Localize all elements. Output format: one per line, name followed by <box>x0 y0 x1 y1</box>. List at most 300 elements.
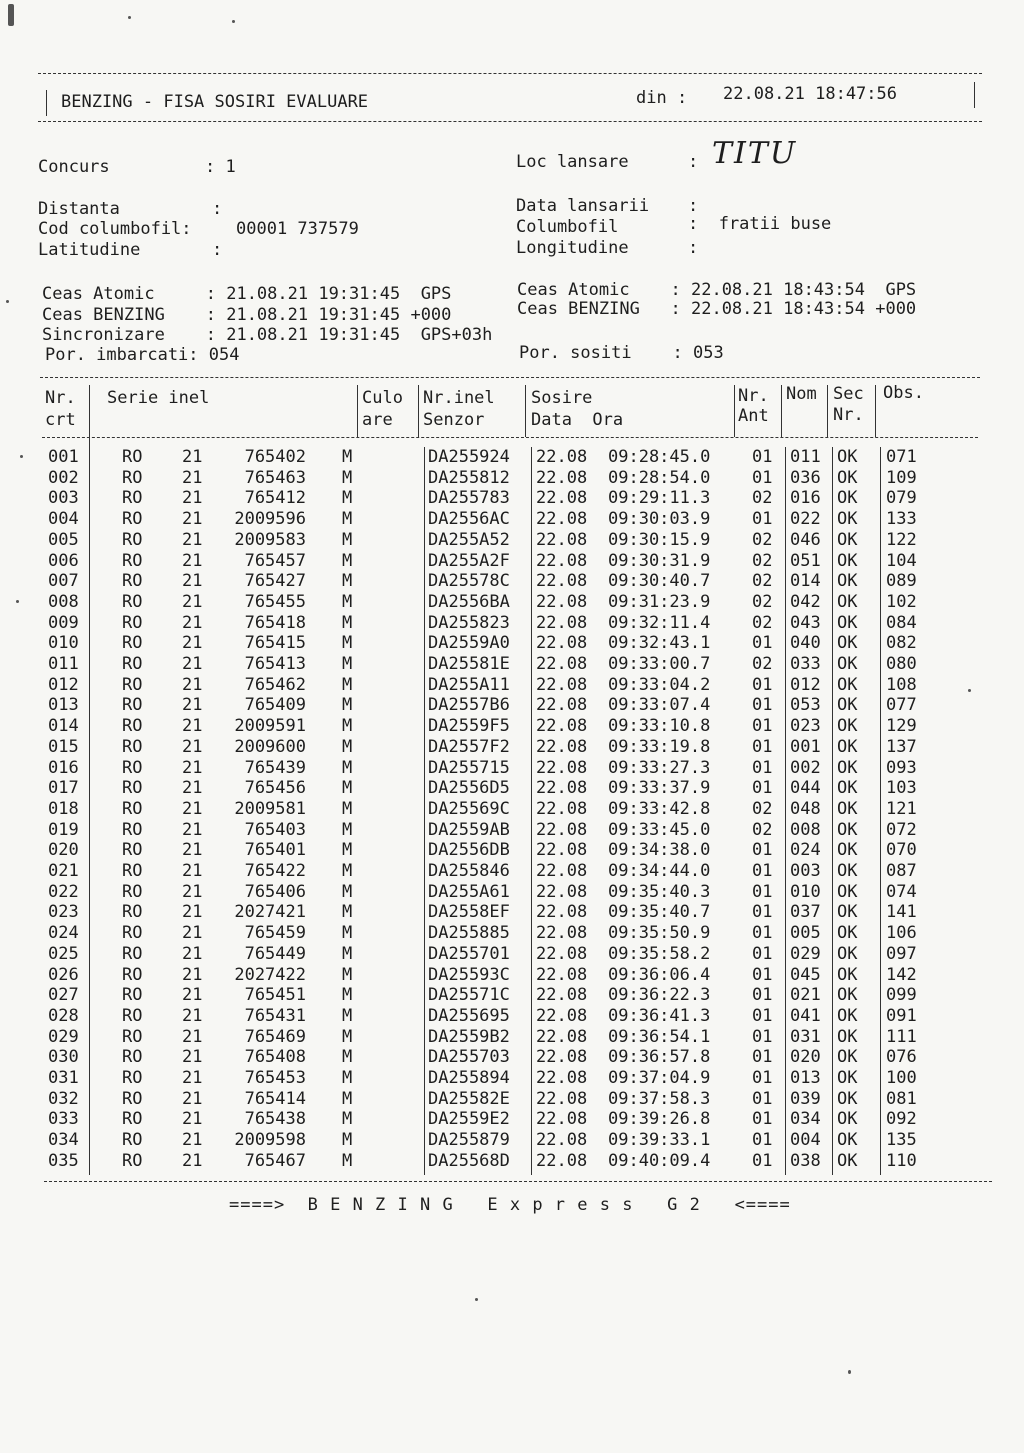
cell-ring-number: 765415 <box>244 633 306 654</box>
cell-obs: 077 <box>886 695 917 716</box>
cell-sec: OK <box>837 798 858 819</box>
cell-nr-crt: 021 <box>48 861 79 881</box>
cell-ring-number: 765449 <box>244 943 306 964</box>
cell-date: 22.08 <box>536 943 588 964</box>
cell-color: M <box>342 1068 353 1088</box>
cell-time: 09:35:40.7 <box>608 902 711 923</box>
header-right-border <box>974 82 975 108</box>
cell-nom: 003 <box>790 861 821 881</box>
col-sep-3 <box>418 385 419 437</box>
table-header-rule <box>42 437 978 438</box>
cell-sec: OK <box>837 447 858 467</box>
cell-time: 09:36:41.3 <box>608 1005 711 1026</box>
cell-color: M <box>342 1150 353 1171</box>
col-header-sec-2: Nr. <box>833 405 864 425</box>
loc-lansare-sep: : <box>688 152 699 172</box>
cell-nr-crt: 016 <box>48 757 79 778</box>
cell-sec: OK <box>837 509 858 530</box>
cell-ring-number: 765456 <box>244 778 306 799</box>
cell-color: M <box>342 529 353 550</box>
distanta-label: Distanta <box>38 199 120 219</box>
cell-nr-crt: 010 <box>48 633 79 654</box>
cell-ring-number: 765469 <box>244 1026 306 1047</box>
cell-year: 21 <box>182 985 203 1006</box>
footer-brand: ====> B E N Z I N G E x p r e s s G 2 <==== <box>229 1195 791 1215</box>
col-header-serie-inel: Serie inel <box>107 388 210 408</box>
cell-ring-number: 765406 <box>244 881 306 902</box>
cell-sec: OK <box>837 571 858 592</box>
col-sep-1 <box>89 385 90 1175</box>
cell-obs: 102 <box>886 591 917 612</box>
cell-date: 22.08 <box>536 509 588 530</box>
cell-nr-ant: 01 <box>752 1005 773 1026</box>
cell-ring-number: 2009583 <box>234 529 306 550</box>
cell-obs: 100 <box>886 1068 917 1088</box>
latitudine-label: Latitudine <box>38 240 141 260</box>
cell-nr-crt: 026 <box>48 964 79 985</box>
cell-sec: OK <box>837 985 858 1006</box>
cell-ring-number: 765459 <box>244 923 306 944</box>
cell-year: 21 <box>182 881 203 902</box>
cell-country: RO <box>122 571 143 592</box>
cell-nr-ant: 02 <box>752 819 773 840</box>
cell-sensor-ring: DA2559E2 <box>428 1109 510 1130</box>
cell-sec: OK <box>837 488 858 509</box>
cell-color: M <box>342 902 353 923</box>
cell-nom: 011 <box>790 447 821 467</box>
cell-obs: 080 <box>886 654 917 674</box>
cell-year: 21 <box>182 902 203 923</box>
cell-sensor-ring: DA2556BA <box>428 591 510 612</box>
cell-color: M <box>342 488 353 509</box>
cell-obs: 109 <box>886 467 917 488</box>
cell-country: RO <box>122 840 143 861</box>
cell-country: RO <box>122 467 143 488</box>
cell-sec: OK <box>837 716 858 737</box>
cell-nr-crt: 029 <box>48 1026 79 1047</box>
porumbei-imbarcati: Por. imbarcati: 054 <box>45 345 240 365</box>
cell-obs: 099 <box>886 985 917 1006</box>
cell-time: 09:39:33.1 <box>608 1130 711 1151</box>
scan-speck <box>16 600 19 603</box>
cell-nr-ant: 01 <box>752 943 773 964</box>
distanta-value: : <box>212 199 223 219</box>
cell-nr-ant: 01 <box>752 757 773 778</box>
cell-date: 22.08 <box>536 529 588 550</box>
cell-ring-number: 765412 <box>244 488 306 509</box>
cell-nom: 012 <box>790 674 821 695</box>
cell-year: 21 <box>182 798 203 819</box>
cell-nom: 038 <box>790 1150 821 1171</box>
cell-obs: 121 <box>886 798 917 819</box>
cell-obs: 072 <box>886 819 917 840</box>
cell-nom: 034 <box>790 1109 821 1130</box>
cell-nr-crt: 025 <box>48 943 79 964</box>
cell-date: 22.08 <box>536 1026 588 1047</box>
cell-year: 21 <box>182 612 203 633</box>
cell-year: 21 <box>182 674 203 695</box>
cell-time: 09:36:22.3 <box>608 985 711 1006</box>
cell-sec: OK <box>837 1088 858 1109</box>
cell-nr-ant: 01 <box>752 509 773 530</box>
cell-country: RO <box>122 550 143 571</box>
cell-time: 09:31:23.9 <box>608 591 711 612</box>
cell-country: RO <box>122 1047 143 1068</box>
cell-country: RO <box>122 819 143 840</box>
cell-nr-ant: 01 <box>752 1068 773 1088</box>
cell-ring-number: 2027421 <box>234 902 306 923</box>
cell-nom: 048 <box>790 798 821 819</box>
cell-date: 22.08 <box>536 736 588 757</box>
cell-date: 22.08 <box>536 571 588 592</box>
col-sep-7 <box>827 385 828 437</box>
cell-sec: OK <box>837 943 858 964</box>
cell-country: RO <box>122 757 143 778</box>
cell-nr-crt: 028 <box>48 1005 79 1026</box>
cell-year: 21 <box>182 964 203 985</box>
cell-nr-crt: 030 <box>48 1047 79 1068</box>
cell-date: 22.08 <box>536 447 588 467</box>
cell-nr-ant: 02 <box>752 571 773 592</box>
cell-year: 21 <box>182 633 203 654</box>
cell-date: 22.08 <box>536 488 588 509</box>
cell-year: 21 <box>182 1109 203 1130</box>
cell-color: M <box>342 1130 353 1151</box>
cell-year: 21 <box>182 695 203 716</box>
cell-ring-number: 765438 <box>244 1109 306 1130</box>
cell-color: M <box>342 1109 353 1130</box>
latitudine-value: : <box>212 240 223 260</box>
cell-sec: OK <box>837 840 858 861</box>
cell-date: 22.08 <box>536 757 588 778</box>
col-header-crt: crt <box>45 410 76 430</box>
col-header-nom: Nom <box>786 384 817 404</box>
cell-sec: OK <box>837 1130 858 1151</box>
scan-speck <box>8 4 14 26</box>
cell-sensor-ring: DA2557F2 <box>428 736 510 757</box>
cell-nom: 033 <box>790 654 821 674</box>
cell-sensor-ring: DA2557B6 <box>428 695 510 716</box>
cell-date: 22.08 <box>536 985 588 1006</box>
col-sep-7b <box>832 447 833 1175</box>
ceas-benzing-launch: Ceas BENZING : 21.08.21 19:31:45 +000 <box>42 305 452 325</box>
scan-speck <box>20 455 23 458</box>
ceas-atomic-arrival: Ceas Atomic : 22.08.21 18:43:54 GPS <box>517 280 917 300</box>
cell-obs: 104 <box>886 550 917 571</box>
cell-nr-ant: 01 <box>752 1026 773 1047</box>
cell-sensor-ring: DA2556DB <box>428 840 510 861</box>
cell-color: M <box>342 736 353 757</box>
cell-color: M <box>342 716 353 737</box>
cell-sec: OK <box>837 612 858 633</box>
cell-nr-crt: 005 <box>48 529 79 550</box>
col-header-nrinel-1: Nr.inel <box>423 388 495 408</box>
cell-color: M <box>342 985 353 1006</box>
data-lansarii-value: : <box>688 196 699 216</box>
cell-obs: 092 <box>886 1109 917 1130</box>
cell-year: 21 <box>182 1088 203 1109</box>
cell-year: 21 <box>182 757 203 778</box>
cell-sec: OK <box>837 674 858 695</box>
cell-sensor-ring: DA25568D <box>428 1150 510 1171</box>
cell-sensor-ring: DA25581E <box>428 654 510 674</box>
cell-sensor-ring: DA255879 <box>428 1130 510 1151</box>
cell-date: 22.08 <box>536 1150 588 1171</box>
cell-obs: 074 <box>886 881 917 902</box>
cell-obs: 141 <box>886 902 917 923</box>
col-sep-3b <box>424 447 425 1175</box>
cell-time: 09:30:15.9 <box>608 529 711 550</box>
cell-sec: OK <box>837 467 858 488</box>
cell-nom: 024 <box>790 840 821 861</box>
cell-nr-crt: 035 <box>48 1150 79 1171</box>
cell-nr-ant: 01 <box>752 881 773 902</box>
cell-time: 09:36:54.1 <box>608 1026 711 1047</box>
cell-time: 09:33:04.2 <box>608 674 711 695</box>
cell-color: M <box>342 1005 353 1026</box>
cell-sensor-ring: DA255701 <box>428 943 510 964</box>
cell-obs: 079 <box>886 488 917 509</box>
cell-country: RO <box>122 923 143 944</box>
cell-nr-ant: 01 <box>752 861 773 881</box>
cell-sec: OK <box>837 923 858 944</box>
cell-nr-ant: 01 <box>752 1130 773 1151</box>
cell-sec: OK <box>837 736 858 757</box>
din-label: din : <box>636 88 688 108</box>
cell-nr-ant: 01 <box>752 1150 773 1171</box>
cell-color: M <box>342 819 353 840</box>
cell-obs: 089 <box>886 571 917 592</box>
cell-ring-number: 765431 <box>244 1005 306 1026</box>
cell-color: M <box>342 923 353 944</box>
cell-nr-crt: 033 <box>48 1109 79 1130</box>
cell-nom: 014 <box>790 571 821 592</box>
scan-speck <box>6 300 9 303</box>
cell-nr-crt: 034 <box>48 1130 79 1151</box>
cell-date: 22.08 <box>536 1068 588 1088</box>
cell-nr-ant: 01 <box>752 778 773 799</box>
cell-date: 22.08 <box>536 778 588 799</box>
cell-year: 21 <box>182 1005 203 1026</box>
cell-sensor-ring: DA255924 <box>428 447 510 467</box>
cell-sensor-ring: DA255885 <box>428 923 510 944</box>
cell-nom: 022 <box>790 509 821 530</box>
cell-nom: 042 <box>790 591 821 612</box>
cell-time: 09:33:10.8 <box>608 716 711 737</box>
cell-color: M <box>342 447 353 467</box>
cell-nr-ant: 01 <box>752 840 773 861</box>
cell-date: 22.08 <box>536 674 588 695</box>
cell-nom: 002 <box>790 757 821 778</box>
cell-sec: OK <box>837 695 858 716</box>
cell-nom: 053 <box>790 695 821 716</box>
cell-country: RO <box>122 447 143 467</box>
cell-ring-number: 2009591 <box>234 716 306 737</box>
cell-ring-number: 765455 <box>244 591 306 612</box>
col-header-sec-1: Sec <box>833 384 864 404</box>
cell-nr-crt: 006 <box>48 550 79 571</box>
cell-nr-ant: 01 <box>752 674 773 695</box>
cell-obs: 111 <box>886 1026 917 1047</box>
cell-country: RO <box>122 509 143 530</box>
cell-date: 22.08 <box>536 695 588 716</box>
cell-nr-ant: 01 <box>752 964 773 985</box>
cell-nr-ant: 02 <box>752 550 773 571</box>
longitudine-label: Longitudine <box>516 238 629 258</box>
cell-time: 09:37:58.3 <box>608 1088 711 1109</box>
cell-time: 09:33:42.8 <box>608 798 711 819</box>
cell-obs: 106 <box>886 923 917 944</box>
cell-country: RO <box>122 1109 143 1130</box>
cell-sec: OK <box>837 1005 858 1026</box>
col-sep-4b <box>531 447 532 1175</box>
cell-ring-number: 765439 <box>244 757 306 778</box>
cell-nr-crt: 004 <box>48 509 79 530</box>
cell-date: 22.08 <box>536 861 588 881</box>
cell-obs: 082 <box>886 633 917 654</box>
cell-sensor-ring: DA25571C <box>428 985 510 1006</box>
cell-ring-number: 765422 <box>244 861 306 881</box>
cell-nr-ant: 02 <box>752 488 773 509</box>
cell-ring-number: 765418 <box>244 612 306 633</box>
header-bottom-rule <box>38 121 982 122</box>
cell-date: 22.08 <box>536 1047 588 1068</box>
cell-nr-crt: 019 <box>48 819 79 840</box>
cell-nom: 045 <box>790 964 821 985</box>
cell-sec: OK <box>837 1109 858 1130</box>
cell-sec: OK <box>837 1068 858 1088</box>
cell-color: M <box>342 612 353 633</box>
cell-country: RO <box>122 1150 143 1171</box>
cell-country: RO <box>122 633 143 654</box>
cell-time: 09:32:11.4 <box>608 612 711 633</box>
cell-sec: OK <box>837 550 858 571</box>
cell-color: M <box>342 674 353 695</box>
cell-sensor-ring: DA255A2F <box>428 550 510 571</box>
cell-nom: 005 <box>790 923 821 944</box>
cell-year: 21 <box>182 1130 203 1151</box>
cell-nr-crt: 009 <box>48 612 79 633</box>
cell-nr-crt: 013 <box>48 695 79 716</box>
cell-time: 09:35:58.2 <box>608 943 711 964</box>
cell-country: RO <box>122 716 143 737</box>
cell-year: 21 <box>182 467 203 488</box>
cell-obs: 129 <box>886 716 917 737</box>
cell-obs: 071 <box>886 447 917 467</box>
cell-ring-number: 765463 <box>244 467 306 488</box>
cell-sec: OK <box>837 778 858 799</box>
cell-sensor-ring: DA255703 <box>428 1047 510 1068</box>
cell-year: 21 <box>182 488 203 509</box>
cell-nom: 036 <box>790 467 821 488</box>
cell-nr-crt: 001 <box>48 447 79 467</box>
cell-color: M <box>342 943 353 964</box>
cell-nom: 046 <box>790 529 821 550</box>
cell-time: 09:32:43.1 <box>608 633 711 654</box>
cell-time: 09:37:04.9 <box>608 1068 711 1088</box>
cell-color: M <box>342 840 353 861</box>
col-header-nrinel-2: Senzor <box>423 410 485 430</box>
longitudine-value: : <box>688 238 699 258</box>
cell-ring-number: 765451 <box>244 985 306 1006</box>
cell-obs: 108 <box>886 674 917 695</box>
cell-sensor-ring: DA25582E <box>428 1088 510 1109</box>
cell-sensor-ring: DA255715 <box>428 757 510 778</box>
sincronizare: Sincronizare : 21.08.21 19:31:45 GPS+03h <box>42 325 493 345</box>
cell-country: RO <box>122 1026 143 1047</box>
col-header-nr: Nr. <box>45 388 76 408</box>
cell-nr-crt: 002 <box>48 467 79 488</box>
cell-ring-number: 765462 <box>244 674 306 695</box>
cell-color: M <box>342 1026 353 1047</box>
cell-nr-crt: 007 <box>48 571 79 592</box>
cell-sec: OK <box>837 861 858 881</box>
cell-country: RO <box>122 902 143 923</box>
col-header-culoare-2: are <box>362 410 393 430</box>
cell-year: 21 <box>182 1068 203 1088</box>
cell-nr-ant: 01 <box>752 985 773 1006</box>
cell-sensor-ring: DA2559AB <box>428 819 510 840</box>
scan-speck <box>968 689 971 692</box>
din-timestamp: 22.08.21 18:47:56 <box>723 84 897 104</box>
cell-date: 22.08 <box>536 798 588 819</box>
cell-color: M <box>342 861 353 881</box>
cell-sensor-ring: DA255A11 <box>428 674 510 695</box>
cell-country: RO <box>122 1068 143 1088</box>
cell-time: 09:30:40.7 <box>608 571 711 592</box>
cell-nr-ant: 01 <box>752 902 773 923</box>
cell-time: 09:34:44.0 <box>608 861 711 881</box>
cell-time: 09:33:37.9 <box>608 778 711 799</box>
cell-nom: 039 <box>790 1088 821 1109</box>
cell-nom: 051 <box>790 550 821 571</box>
porumbei-sositi: Por. sositi : 053 <box>519 343 724 363</box>
cell-obs: 135 <box>886 1130 917 1151</box>
cell-time: 09:33:19.8 <box>608 736 711 757</box>
cell-nr-ant: 01 <box>752 716 773 737</box>
data-lansarii-label: Data lansarii <box>516 196 650 216</box>
cell-country: RO <box>122 488 143 509</box>
cell-color: M <box>342 654 353 674</box>
cell-color: M <box>342 778 353 799</box>
cell-sensor-ring: DA2559F5 <box>428 716 510 737</box>
cell-obs: 137 <box>886 736 917 757</box>
cell-sensor-ring: DA255823 <box>428 612 510 633</box>
cell-nr-crt: 003 <box>48 488 79 509</box>
cell-time: 09:35:40.3 <box>608 881 711 902</box>
columbofil-value: : fratii buse <box>688 214 832 234</box>
cell-color: M <box>342 509 353 530</box>
cell-time: 09:34:38.0 <box>608 840 711 861</box>
cell-nr-ant: 01 <box>752 447 773 467</box>
cell-ring-number: 2009581 <box>234 798 306 819</box>
cell-nom: 001 <box>790 736 821 757</box>
cell-time: 09:40:09.4 <box>608 1150 711 1171</box>
cell-obs: 081 <box>886 1088 917 1109</box>
cell-sec: OK <box>837 902 858 923</box>
cell-date: 22.08 <box>536 591 588 612</box>
cell-sec: OK <box>837 964 858 985</box>
cell-date: 22.08 <box>536 1109 588 1130</box>
cell-nom: 023 <box>790 716 821 737</box>
cell-sec: OK <box>837 1150 858 1171</box>
cell-nr-ant: 02 <box>752 612 773 633</box>
cell-date: 22.08 <box>536 902 588 923</box>
cell-nr-crt: 015 <box>48 736 79 757</box>
cell-sensor-ring: DA2558EF <box>428 902 510 923</box>
cell-date: 22.08 <box>536 923 588 944</box>
cod-columbofil-label: Cod columbofil: <box>38 219 192 239</box>
